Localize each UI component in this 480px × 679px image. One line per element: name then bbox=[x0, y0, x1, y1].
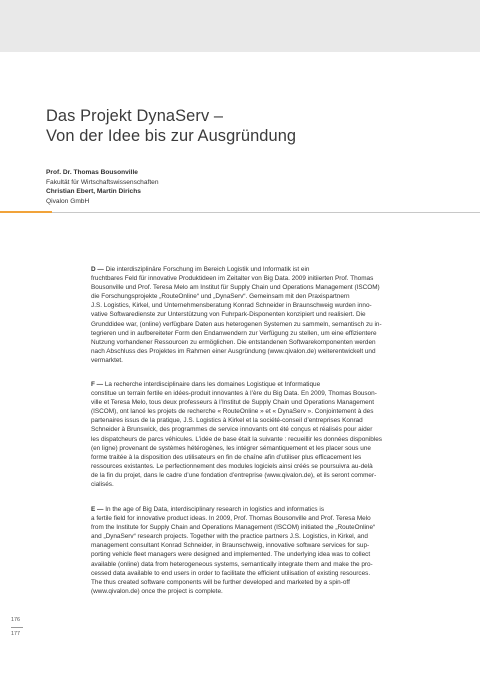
text-line: tegrieren und in aufbereiteter Form den Endanwendern zur Verfügung zu stellen, um eine effizientere bbox=[91, 329, 377, 337]
author-affiliation-2: Qivalon GmbH bbox=[46, 197, 90, 205]
text-line: and „DynaServ“ research projects. Together with the practice partners J.S. Logistics, in Kirkel, and bbox=[91, 533, 368, 541]
divider-rule bbox=[52, 212, 480, 213]
text-span: La recherche interdisciplinaire dans les domaines Logistique et Informatique bbox=[103, 381, 321, 388]
text-line: management consultant Konrad Schneider, in Braunschweig, innovative software services for sup- bbox=[91, 542, 370, 550]
author-name-1: Prof. Dr. Thomas Bousonville bbox=[46, 169, 138, 176]
text-line: a fertile field for innovative product ideas. In 2009, Prof. Thomas Bousonville and Prof. Teresa Melo bbox=[91, 515, 371, 523]
header-band bbox=[0, 0, 480, 52]
abstract-german bbox=[91, 265, 381, 365]
text-line: nach Abschluss des Projektes im Rahmen einer Ausgründung (www.qivalon.de) weiterentwickelt und bbox=[91, 347, 376, 355]
text-line: (ISCOM), ont lancé les projets de recherche « RouteOnline » et « DynaServ ». Conjointement à des bbox=[91, 408, 374, 416]
text-line: vermarktet. bbox=[91, 356, 123, 364]
text-line: (www.qivalon.de) once the project is complete. bbox=[91, 587, 223, 595]
text-span: In the age of Big Data, interdisciplinary research in logistics and informatics is bbox=[103, 506, 325, 513]
text-line: The thus created software components will be further developed and marketed by a spin-off bbox=[91, 578, 350, 586]
text-line: ville et Teresa Melo, tous deux professeurs à l’Institut de Supply Chain und Operations Management bbox=[91, 399, 375, 407]
text-line bbox=[91, 265, 381, 274]
title-line-2: Von der Idee bis zur Ausgründung bbox=[46, 127, 297, 145]
page-numbers bbox=[11, 617, 31, 638]
text-line: ressources existantes. Le perfectionnement des modules logiciels ainsi créés se poursuivra au-delà bbox=[91, 462, 373, 470]
text-line: forme traitée à la disposition des utilisateurs en fin de chaîne afin d’utiliser plus efficacement les bbox=[91, 453, 362, 461]
text-line: de la fin du projet, dans le cadre d’une fondation d’entreprise (www.qivalon.de), et ils seront commer- bbox=[91, 471, 377, 479]
text-line: cialisés. bbox=[91, 481, 114, 489]
text-span: Die interdisziplinäre Forschung im Bereich Logistik und Informatik ist ein bbox=[103, 266, 310, 273]
text-line: available (online) data from heterogeneous systems, semantically integrate them and make the pro- bbox=[91, 560, 373, 568]
text-line: les dispatcheurs de parcs véhicules. L’idée de base était la suivante : recueillir les données disponibles bbox=[91, 435, 382, 443]
page-number-left: 176 bbox=[11, 617, 20, 623]
text-line: Schneider à Brunswick, des programmes de service innovants ont été conçus et réalisés pour aider bbox=[91, 426, 373, 434]
page-number-right: 177 bbox=[11, 630, 20, 637]
author-block bbox=[46, 168, 426, 206]
language-marker: E — bbox=[91, 506, 104, 513]
abstract-english bbox=[91, 505, 381, 596]
text-line: Nutzung vorhandener Ressourcen zu ermöglichen. Die entstandenen Softwarekomponenten werden bbox=[91, 338, 376, 346]
page-title bbox=[46, 106, 446, 146]
text-line bbox=[91, 380, 381, 389]
page-number-separator bbox=[11, 627, 23, 628]
text-line: (en ligne) provenant de systèmes hétérogènes, les intégrer sémantiquement et les placer sous une bbox=[91, 444, 371, 452]
text-line: cessed data available to end users in order to facilitate the efficient utilisation of existing resources. bbox=[91, 569, 371, 577]
abstract-french bbox=[91, 380, 381, 489]
text-line: from the Institute for Supply Chain and Operations Management (ISCOM) initiated the „RouteOnline“ bbox=[91, 524, 376, 532]
author-name-2: Christian Ebert, Martin Dirichs bbox=[46, 188, 141, 196]
text-line: partenaires issus de la pratique, J.S. Logistics à Kirkel et la société-conseil d’entreprises Konrad bbox=[91, 417, 363, 425]
text-line: Bousonville und Prof. Teresa Melo am Institut für Supply Chain und Operations Management (ISCOM) bbox=[91, 284, 380, 292]
text-line: Grunddidee war, (online) verfügbare Daten aus heterogenen Systemen zu sammeln, semantisch zu in- bbox=[91, 320, 382, 328]
text-line bbox=[91, 505, 381, 514]
text-line: die Forschungsprojekte „RouteOnline“ und „DynaServ“. Gemeinsam mit den Praxispartnern bbox=[91, 293, 350, 301]
text-line: fruchtbares Feld für innovative Produktideen im Zeitalter von Big Data. 2009 initiierten Prof. Thomas bbox=[91, 275, 374, 283]
author-affiliation-1: Fakultät für Wirtschaftswissenschaften bbox=[46, 178, 159, 186]
language-marker: F — bbox=[91, 381, 104, 388]
text-line: constitue un terrain fertile en idées-produit innovantes à l’ère du Big Data. En 2009, Thomas Bouson- bbox=[91, 390, 377, 398]
title-line-1: Das Projekt DynaServ – bbox=[46, 107, 224, 125]
language-marker: D — bbox=[91, 266, 104, 273]
accent-bar bbox=[0, 211, 52, 213]
text-line: porting vehicle fleet managers were designed and implemented. The underlying idea was to collect bbox=[91, 551, 371, 559]
text-line: J.S. Logistics, Kirkel, und Unternehmensberatung Konrad Schneider in Braunschweig wurden inno- bbox=[91, 302, 372, 310]
text-line: vative Softwaredienste zur Unterstützung von Fuhrpark-Disponenten konzipiert und realisiert. Die bbox=[91, 311, 366, 319]
